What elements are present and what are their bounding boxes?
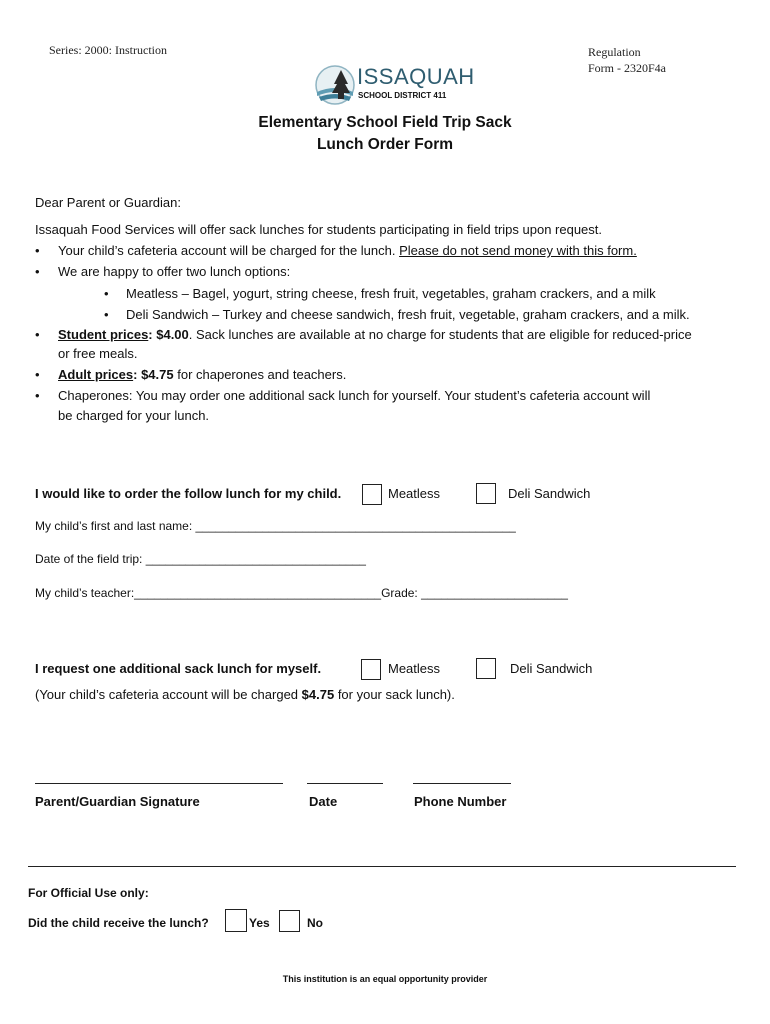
date-line[interactable]: [307, 783, 383, 784]
bullet-marker: •: [35, 264, 40, 279]
official-yes-label: Yes: [249, 916, 270, 930]
adult-price-label: Adult prices: [58, 367, 134, 382]
official-no-checkbox[interactable]: [279, 910, 300, 932]
bullet-marker: •: [35, 367, 40, 382]
note-pre: (Your child’s cafeteria account will be charged: [35, 687, 302, 702]
student-price-text-cont: or free meals.: [58, 346, 138, 361]
tree-icon: [315, 64, 355, 106]
greeting: Dear Parent or Guardian:: [35, 195, 181, 210]
adult-price-value: : $4.75: [133, 367, 174, 382]
student-price-value: : $4.00: [148, 327, 189, 342]
chaperone-text: Chaperones: You may order one additional sack lunch for yourself. Your student’s cafeteria account will: [58, 388, 651, 403]
teacher-grade-text: My child’s teacher:_____________________________________Grade: ___________________: [35, 586, 548, 600]
adult-deli-checkbox[interactable]: [476, 658, 496, 679]
district-logo: [315, 64, 475, 106]
option-meatless-desc: Meatless – Bagel, yogurt, string cheese, fresh fruit, vegetables, graham crackers, and a milk: [126, 286, 656, 301]
bullet-marker: •: [104, 286, 109, 301]
bullet-marker: •: [35, 243, 40, 258]
no-money-notice: Please do not send money with this form.: [399, 243, 637, 258]
charge-text: Your child’s cafeteria account will be charged for the lunch.: [58, 243, 400, 258]
grade-tail: ___: [547, 586, 568, 600]
child-meatless-checkbox[interactable]: [362, 484, 382, 505]
official-no-label: No: [307, 916, 323, 930]
section-divider: [28, 866, 736, 867]
adult-charge-note: [35, 687, 455, 702]
form-number: Form - 2320F4a: [588, 61, 666, 75]
series-label: Series: 2000: Instruction: [49, 43, 167, 57]
official-question: Did the child receive the lunch?: [28, 916, 209, 930]
adult-order-prompt: I request one additional sack lunch for myself.: [35, 661, 322, 676]
child-name-field[interactable]: My child’s first and last name: ________________________________________________: [35, 519, 516, 533]
adult-meatless-checkbox[interactable]: [361, 659, 381, 680]
child-order-prompt: I would like to order the follow lunch for my child.: [35, 486, 342, 501]
signature-line[interactable]: [35, 783, 283, 784]
logo-name: ISSAQUAH: [357, 64, 475, 89]
page-title-line2: Lunch Order Form: [316, 136, 454, 153]
intro-text: Issaquah Food Services will offer sack lunches for students participating in field trips upon request.: [35, 222, 603, 237]
equal-opportunity-notice: This institution is an equal opportunity provider: [282, 974, 488, 984]
bullet-options-intro: We are happy to offer two lunch options:: [58, 264, 291, 279]
teacher-grade-field[interactable]: [35, 586, 568, 600]
official-heading: For Official Use only:: [28, 886, 149, 900]
child-meatless-label: Meatless: [388, 486, 441, 501]
student-price-label: Student prices: [58, 327, 149, 342]
option-deli-desc: Deli Sandwich – Turkey and cheese sandwich, fresh fruit, vegetable, graham crackers, and a milk.: [126, 307, 690, 322]
student-price-line: [58, 327, 692, 342]
note-price: $4.75: [301, 687, 335, 702]
adult-meatless-label: Meatless: [388, 661, 441, 676]
official-yes-checkbox[interactable]: [225, 909, 247, 932]
note-post: for your sack lunch).: [334, 687, 455, 702]
phone-line[interactable]: [413, 783, 511, 784]
bullet-charge-notice: [58, 243, 637, 258]
child-deli-checkbox[interactable]: [476, 483, 496, 504]
chaperone-text-cont: be charged for your lunch.: [58, 408, 210, 423]
bullet-marker: •: [35, 388, 40, 403]
signature-label: Parent/Guardian Signature: [35, 794, 200, 809]
regulation-label: Regulation: [588, 45, 641, 59]
adult-price-line: [58, 367, 346, 382]
phone-label: Phone Number: [414, 794, 507, 809]
child-deli-label: Deli Sandwich: [508, 486, 591, 501]
bullet-marker: •: [35, 327, 40, 342]
adult-deli-label: Deli Sandwich: [510, 661, 593, 676]
trip-date-field[interactable]: Date of the field trip: _________________________________: [35, 552, 366, 566]
logo-subtitle: SCHOOL DISTRICT 411: [358, 91, 447, 100]
student-price-text: . Sack lunches are available at no charge for students that are eligible for reduced-price: [188, 327, 692, 342]
adult-price-text: for chaperones and teachers.: [173, 367, 347, 382]
bullet-marker: •: [104, 307, 109, 322]
date-label: Date: [309, 794, 338, 809]
page-title-line1: Elementary School Field Trip Sack: [258, 114, 512, 131]
